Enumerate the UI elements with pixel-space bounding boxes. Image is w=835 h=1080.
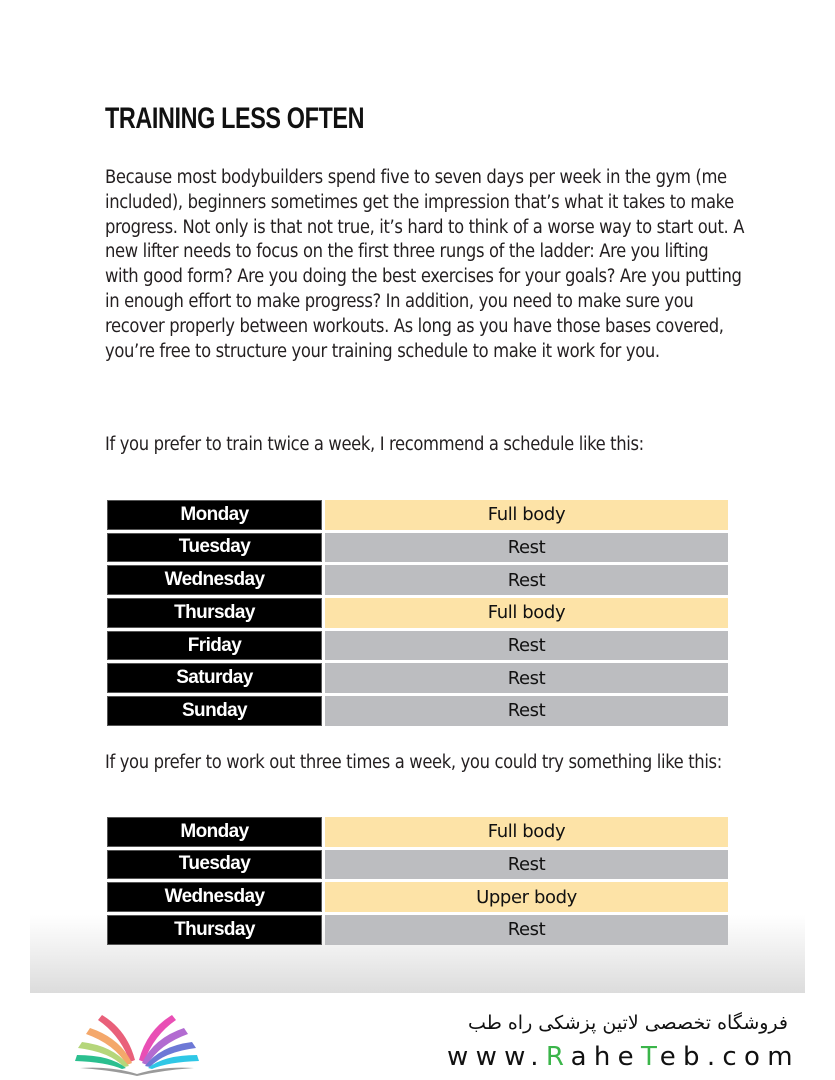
- activity-cell: Upper body: [325, 882, 728, 912]
- day-cell: Thursday: [107, 598, 322, 628]
- section-heading: TRAINING LESS OFTEN: [105, 102, 365, 135]
- day-cell: Tuesday: [107, 850, 322, 880]
- schedule-row: [107, 850, 728, 880]
- activity-cell: Full body: [325, 500, 728, 530]
- day-cell: Tuesday: [107, 533, 322, 563]
- url-part-www: www.: [447, 1042, 546, 1072]
- url-part-r: R: [545, 1042, 571, 1072]
- schedule-row: [107, 500, 728, 530]
- day-cell: Thursday: [107, 915, 322, 945]
- url-part-ahe: ahe: [570, 1042, 641, 1072]
- schedule-row: [107, 696, 728, 726]
- activity-cell: Rest: [325, 565, 728, 595]
- schedule-row: [107, 915, 728, 945]
- day-cell: Saturday: [107, 663, 322, 693]
- schedule-table-three: [107, 817, 728, 948]
- activity-cell: Rest: [325, 850, 728, 880]
- schedule-row: [107, 565, 728, 595]
- schedule-row: [107, 598, 728, 628]
- day-cell: Wednesday: [107, 882, 322, 912]
- schedule-row: [107, 631, 728, 661]
- day-cell: Sunday: [107, 696, 322, 726]
- twice-week-paragraph: If you prefer to train twice a week, I recommend a schedule like this:: [105, 434, 644, 455]
- day-cell: Friday: [107, 631, 322, 661]
- url-part-t: T: [640, 1042, 660, 1072]
- schedule-row: [107, 817, 728, 847]
- activity-cell: Rest: [325, 663, 728, 693]
- activity-cell: Full body: [325, 817, 728, 847]
- day-cell: Wednesday: [107, 565, 322, 595]
- activity-cell: Rest: [325, 533, 728, 563]
- activity-cell: Rest: [325, 915, 728, 945]
- day-cell: Monday: [107, 817, 322, 847]
- website-url[interactable]: [447, 1042, 800, 1072]
- activity-cell: Rest: [325, 696, 728, 726]
- three-times-paragraph: If you prefer to work out three times a week, you could try something like this:: [105, 752, 722, 773]
- activity-cell: Rest: [325, 631, 728, 661]
- schedule-row: [107, 663, 728, 693]
- activity-cell: Full body: [325, 598, 728, 628]
- day-cell: Monday: [107, 500, 322, 530]
- intro-paragraph: Because most bodybuilders spend five to seven days per week in the gym (me included), beginners sometimes get the impression that’s what it takes to make progress. Not only is that not true, it’s hard to think of a worse way to start out. A new lifter needs to focus on the first three rungs of the ladder: Are you lifting with good form? Are you doing the best exercises for your goals? Are you putting in enough effort to make progress? In addition, you need to make sure you recover properly between workouts. As long as you have those bases covered, you’re free to structure your training schedule to make it work for you.: [105, 167, 745, 362]
- url-part-eb: eb.com: [659, 1042, 800, 1072]
- schedule-row: [107, 533, 728, 563]
- schedule-row: [107, 882, 728, 912]
- schedule-table-twice: [107, 500, 728, 729]
- store-name-persian: فروشگاه تخصصی لاتین پزشکی راه طب: [468, 1012, 788, 1034]
- open-book-rainbow-icon: [72, 1010, 202, 1076]
